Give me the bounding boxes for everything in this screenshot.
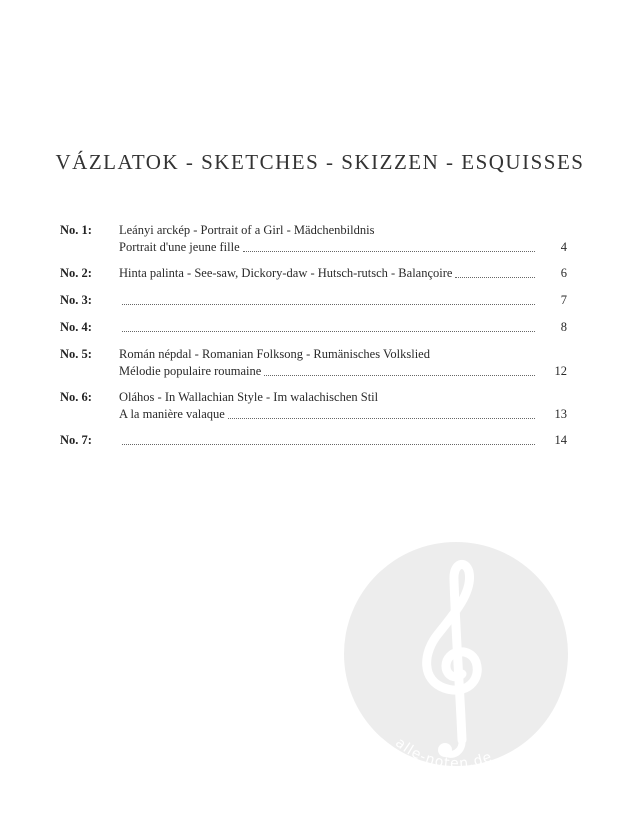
toc-entry-4 [60, 319, 567, 336]
entry-number: No. 5: [60, 347, 92, 361]
treble-clef-icon [342, 540, 570, 768]
dot-leader [122, 330, 535, 332]
dot-leader [228, 417, 535, 419]
entry-title: Hinta palinta - See-saw, Dickory-daw - Hutsch-rutsch - Balançoire [119, 266, 453, 280]
page-number: 14 [554, 433, 567, 447]
page-number: 6 [560, 266, 567, 280]
entry-subtitle: Portrait d'une jeune fille [119, 240, 240, 254]
entry-number: No. 2: [60, 266, 92, 280]
toc-entry-6 [60, 389, 567, 423]
page-title: VÁZLATOK - SKETCHES - SKIZZEN - ESQUISSES [55, 150, 585, 174]
entry-title: Oláhos - In Wallachian Style - Im walachischen Stil [119, 390, 379, 404]
page-number: 8 [560, 320, 567, 334]
toc-entry-2 [60, 265, 567, 282]
entry-title: Leányi arckép - Portrait of a Girl - Mädchenbildnis [119, 223, 375, 237]
watermark-logo [342, 540, 570, 768]
toc-entry-3 [60, 292, 567, 309]
entry-title: Román népdal - Romanian Folksong - Rumänisches Volkslied [119, 347, 430, 361]
entry-number: No. 7: [60, 433, 92, 447]
dot-leader [455, 276, 535, 278]
entry-number: No. 3: [60, 293, 92, 307]
entry-subtitle: A la manière valaque [119, 407, 225, 421]
page-number: 12 [554, 364, 567, 378]
toc-entry-5 [60, 346, 567, 380]
entry-number: No. 1: [60, 223, 92, 237]
watermark-text: alle-noten.de [392, 734, 495, 768]
entry-number: No. 4: [60, 320, 92, 334]
toc-entry-1 [60, 222, 567, 256]
page-number: 13 [554, 407, 567, 421]
toc-entry-7 [60, 432, 567, 449]
dot-leader [122, 443, 535, 445]
page-number: 7 [560, 293, 567, 307]
entry-subtitle: Mélodie populaire roumaine [119, 364, 262, 378]
page-number: 4 [560, 240, 567, 254]
dot-leader [122, 303, 535, 305]
dot-leader [264, 374, 535, 376]
dot-leader [243, 250, 535, 252]
entry-number: No. 6: [60, 390, 92, 404]
